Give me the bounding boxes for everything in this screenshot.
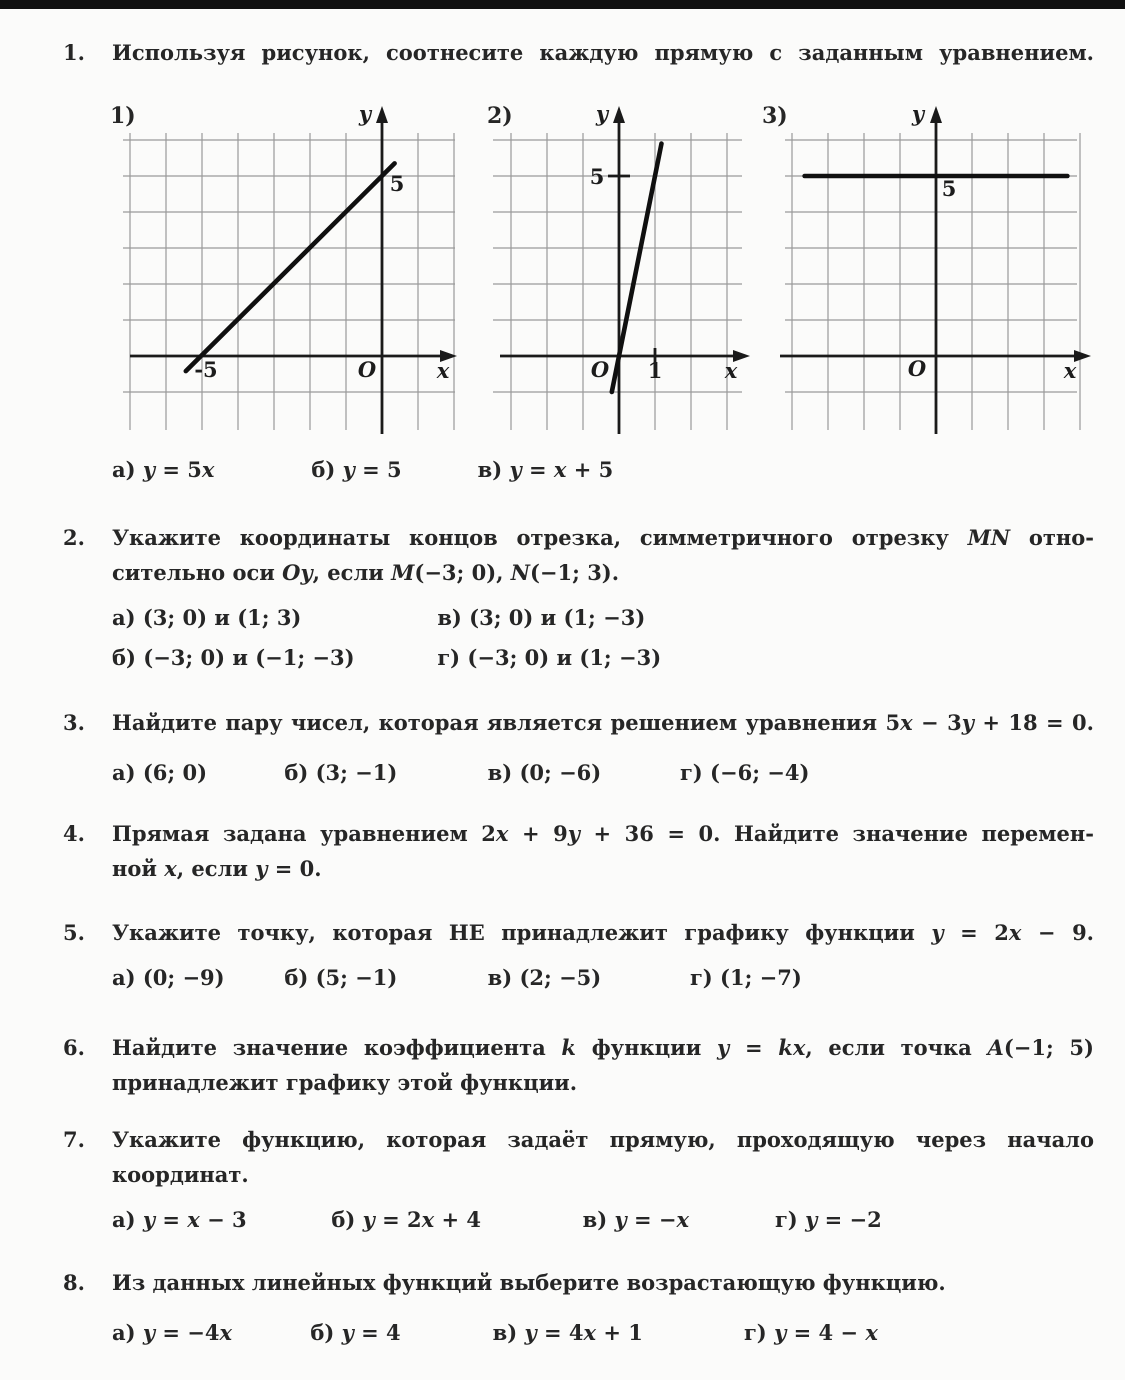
question-2-options-row-2 (112, 640, 661, 675)
question-text-line: Используя рисунок, соотнесите каждую прямую с заданным уравнением. (112, 40, 1094, 65)
option-a: а) y = −4x (112, 1320, 233, 1345)
option-b: б) (3; −1) (284, 760, 398, 785)
scan-top-edge (0, 0, 1125, 9)
question-number: 4. (63, 821, 85, 846)
option-v: в) (0; −6) (487, 760, 602, 785)
option-v: в) y = −x (582, 1207, 690, 1232)
svg-text:O: O (907, 356, 927, 381)
option-v: в) y = x + 5 (477, 457, 614, 482)
coordinate-plane-graph-2 (480, 100, 760, 440)
question-8-options (112, 1315, 878, 1350)
question-text-line: принадлежит графику этой функции. (112, 1070, 578, 1095)
svg-text:5: 5 (389, 171, 405, 196)
svg-text:5: 5 (589, 164, 605, 189)
question-text-line: Прямая задана уравнением 2x + 9y + 36 = 0. Найдите значение перемен- (112, 821, 1094, 846)
figure-label-3: 3) (762, 103, 788, 129)
question-text-line: Укажите функцию, которая задаёт прямую, проходящую через начало (112, 1127, 1094, 1152)
question-4 (63, 816, 1094, 886)
option-b: б) y = 2x + 4 (331, 1207, 481, 1232)
question-text-line: Найдите значение коэффициента k функции y = kx, если точка A(−1; 5) (112, 1035, 1094, 1060)
question-6 (63, 1030, 1094, 1100)
option-b: б) y = 5 (311, 457, 402, 482)
question-number: 8. (63, 1270, 85, 1295)
option-v: в) (3; 0) и (1; −3) (437, 605, 646, 630)
figure-label-1: 1) (110, 103, 136, 129)
option-a: а) (3; 0) и (1; 3) (112, 605, 302, 630)
question-5 (63, 915, 1094, 950)
question-text-line: Укажите точку, которая НЕ принадлежит графику функции y = 2x − 9. (112, 920, 1094, 945)
question-text-line: Найдите пару чисел, которая является решением уравнения 5x − 3y + 18 = 0. (112, 710, 1094, 735)
question-2-options-row-1 (112, 600, 645, 635)
question-7 (63, 1122, 1094, 1192)
question-text-line: Из данных линейных функций выберите возрастающую функцию. (112, 1270, 946, 1295)
option-a: а) y = 5x (112, 457, 215, 482)
question-text-line: Укажите координаты концов отрезка, симметричного отрезку MN отно- (112, 525, 1094, 550)
question-7-options (112, 1202, 882, 1237)
question-number: 5. (63, 920, 85, 945)
svg-text:5: 5 (941, 176, 957, 201)
option-g: г) y = 4 − x (743, 1320, 878, 1345)
coordinate-plane-graph-1 (105, 100, 473, 440)
svg-text:x: x (1063, 358, 1077, 383)
option-v: в) y = 4x + 1 (492, 1320, 643, 1345)
option-b: б) y = 4 (310, 1320, 401, 1345)
option-a: а) y = x − 3 (112, 1207, 247, 1232)
svg-text:y: y (911, 101, 925, 126)
svg-text:1: 1 (647, 358, 663, 383)
question-number: 2. (63, 525, 85, 550)
question-text-line: координат. (112, 1162, 249, 1187)
question-number: 6. (63, 1035, 85, 1060)
question-text-line: ной x, если y = 0. (112, 856, 322, 881)
question-2 (63, 520, 1094, 590)
figure-label-2: 2) (487, 103, 513, 129)
question-5-options (112, 960, 802, 995)
option-b: б) (5; −1) (284, 965, 398, 990)
option-g: г) y = −2 (774, 1207, 882, 1232)
question-8 (63, 1265, 1094, 1300)
option-g: г) (1; −7) (689, 965, 802, 990)
question-3-options (112, 755, 809, 790)
svg-text:y: y (358, 101, 372, 126)
svg-text:x: x (436, 358, 450, 383)
question-number: 1. (63, 40, 85, 65)
option-a: а) (0; −9) (112, 965, 225, 990)
question-3 (63, 705, 1094, 740)
svg-text:-5: -5 (194, 357, 218, 382)
svg-text:O: O (590, 357, 610, 382)
question-1 (63, 35, 1094, 70)
question-number: 7. (63, 1127, 85, 1152)
option-g: г) (−3; 0) и (1; −3) (437, 645, 662, 670)
svg-text:O: O (357, 357, 377, 382)
question-text-line: сительно оси Oy, если M(−3; 0), N(−1; 3). (112, 560, 620, 585)
option-g: г) (−6; −4) (679, 760, 810, 785)
svg-text:x: x (724, 358, 738, 383)
question-number: 3. (63, 710, 85, 735)
question-1-options (112, 452, 613, 487)
option-b: б) (−3; 0) и (−1; −3) (112, 645, 355, 670)
option-v: в) (2; −5) (487, 965, 602, 990)
coordinate-plane-graph-3 (755, 100, 1100, 440)
option-a: а) (6; 0) (112, 760, 208, 785)
svg-text:y: y (595, 101, 609, 126)
